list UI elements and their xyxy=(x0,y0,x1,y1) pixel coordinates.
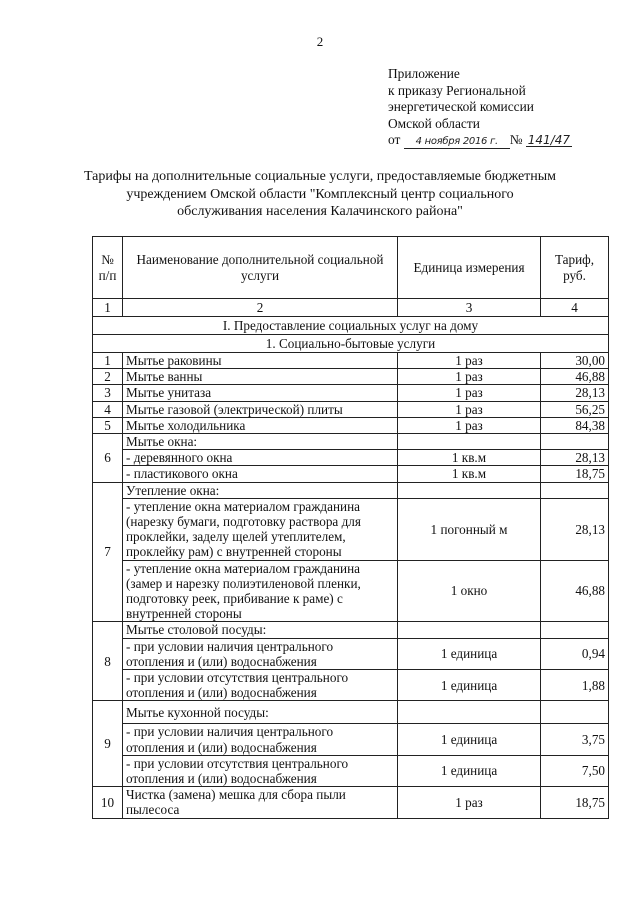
table-row xyxy=(93,401,609,417)
appendix-line: Омской области xyxy=(388,115,480,131)
subrow-unit: 1 погонный м xyxy=(398,498,541,560)
row-name: Мытье кухонной посуды: xyxy=(123,701,398,724)
table-subrow xyxy=(93,755,609,786)
row-name: Мытье окна: xyxy=(123,434,398,450)
subsection-heading: 1. Социально-бытовые услуги xyxy=(93,335,609,353)
row-num: 3 xyxy=(93,385,123,401)
subrow-tariff: 3,75 xyxy=(541,724,609,755)
subrow-name: - пластикового окна xyxy=(123,466,398,482)
appendix-line: Приложение xyxy=(388,66,460,81)
subrow-tariff: 28,13 xyxy=(541,450,609,466)
row-tariff: 30,00 xyxy=(541,353,609,369)
subrow-name: - деревянного окна xyxy=(123,450,398,466)
row-name: Мытье унитаза xyxy=(123,385,398,401)
row-name: Чистка (замена) мешка для сбора пыли пылесоса xyxy=(123,787,398,818)
handwritten-date: 4 ноября 2016 г. xyxy=(404,136,510,149)
col-number: 3 xyxy=(398,299,541,317)
number-label: № xyxy=(509,132,523,147)
table-row xyxy=(93,787,609,818)
table-row xyxy=(93,622,609,638)
table-row xyxy=(93,417,609,433)
row-num: 4 xyxy=(93,401,123,417)
order-date-line xyxy=(388,132,572,149)
row-num: 5 xyxy=(93,417,123,433)
table-row xyxy=(93,701,609,724)
subrow-name: - при условии наличия центрального отопления и (или) водоснабжения xyxy=(123,724,398,755)
table-subrow xyxy=(93,450,609,466)
row-num: 2 xyxy=(93,369,123,385)
row-tariff: 56,25 xyxy=(541,401,609,417)
row-name: Мытье ванны xyxy=(123,369,398,385)
title-line: Тарифы на дополнительные социальные услуги, предоставляемые бюджетным xyxy=(83,169,557,184)
subrow-unit: 1 единица xyxy=(398,755,541,786)
row-tariff: 84,38 xyxy=(541,417,609,433)
header-unit: Единица измерения xyxy=(398,237,541,299)
header-tariff: Тариф, руб. xyxy=(541,237,609,299)
row-num: 7 xyxy=(93,482,123,622)
row-num: 10 xyxy=(93,787,123,818)
tariffs-table xyxy=(92,236,609,819)
row-num: 8 xyxy=(93,622,123,701)
row-name: Утепление окна: xyxy=(123,482,398,498)
row-name: Мытье раковины xyxy=(123,353,398,369)
subrow-name: - утепление окна материалом гражданина (нарезку бумаги, подготовку раствора для проклейки, заделу щелей утеплителем, проклейку рам) с внутренней стороны xyxy=(123,498,398,560)
row-unit: 1 раз xyxy=(398,417,541,433)
title-line: обслуживания населения Калачинского района" xyxy=(177,204,463,219)
subrow-tariff: 7,50 xyxy=(541,755,609,786)
header-num: № п/п xyxy=(93,237,123,299)
row-unit: 1 раз xyxy=(398,353,541,369)
document-title xyxy=(40,168,600,221)
subrow-unit: 1 единица xyxy=(398,670,541,701)
row-num: 1 xyxy=(93,353,123,369)
row-tariff: 46,88 xyxy=(541,369,609,385)
subrow-name: - при условии отсутствия центрального отопления и (или) водоснабжения xyxy=(123,755,398,786)
table-subrow xyxy=(93,724,609,755)
section-heading: I. Предоставление социальных услуг на дому xyxy=(93,317,609,335)
subrow-name: - при условии отсутствия центрального отопления и (или) водоснабжения xyxy=(123,670,398,701)
col-number: 2 xyxy=(123,299,398,317)
row-name: Мытье газовой (электрической) плиты xyxy=(123,401,398,417)
subrow-unit: 1 единица xyxy=(398,638,541,669)
row-tariff: 28,13 xyxy=(541,385,609,401)
row-unit: 1 раз xyxy=(398,369,541,385)
subrow-unit: 1 окно xyxy=(398,560,541,622)
row-num: 9 xyxy=(93,701,123,787)
table-row xyxy=(93,369,609,385)
row-tariff: 18,75 xyxy=(541,787,609,818)
subrow-name: - при условии наличия центрального отопления и (или) водоснабжения xyxy=(123,638,398,669)
table-row xyxy=(93,434,609,450)
table-subrow xyxy=(93,466,609,482)
from-label: от xyxy=(388,132,401,147)
handwritten-number: 141/47 xyxy=(527,133,570,147)
table-subrow xyxy=(93,498,609,560)
row-name: Мытье холодильника xyxy=(123,417,398,433)
table-subrow xyxy=(93,670,609,701)
subrow-name: - утепление окна материалом гражданина (замер и нарезку полиэтиленовой пленки, подготовку реек, прибивание к раме) с внутренней стороны xyxy=(123,560,398,622)
subrow-unit: 1 кв.м xyxy=(398,466,541,482)
table-row xyxy=(93,482,609,498)
page-number: 2 xyxy=(316,34,324,49)
appendix-line: энергетической комиссии xyxy=(388,99,534,114)
row-unit: 1 раз xyxy=(398,787,541,818)
appendix-block xyxy=(388,66,572,149)
row-num: 6 xyxy=(93,434,123,483)
col-number: 1 xyxy=(93,299,123,317)
subrow-unit: 1 кв.м xyxy=(398,450,541,466)
table-subrow xyxy=(93,560,609,622)
subrow-tariff: 1,88 xyxy=(541,670,609,701)
subrow-tariff: 0,94 xyxy=(541,638,609,669)
row-name: Мытье столовой посуды: xyxy=(123,622,398,638)
header-name: Наименование дополнительной социальной услуги xyxy=(123,237,398,299)
subrow-tariff: 46,88 xyxy=(541,560,609,622)
table-row xyxy=(93,353,609,369)
title-line: учреждением Омской области "Комплексный центр социального xyxy=(126,186,514,202)
subrow-tariff: 28,13 xyxy=(541,498,609,560)
row-unit: 1 раз xyxy=(398,401,541,417)
table-row xyxy=(93,385,609,401)
row-unit: 1 раз xyxy=(398,385,541,401)
subrow-unit: 1 единица xyxy=(398,724,541,755)
appendix-line: к приказу Региональной xyxy=(388,82,526,98)
subrow-tariff: 18,75 xyxy=(541,466,609,482)
table-subrow xyxy=(93,638,609,669)
col-number: 4 xyxy=(541,299,609,317)
